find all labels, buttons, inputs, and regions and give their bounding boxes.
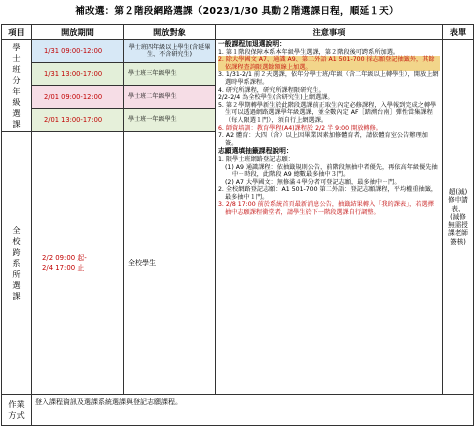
note-1: 1. 第１階段保障本系本年級學生選課，第２階段後可跨系所加選。 bbox=[218, 48, 400, 56]
lottery-note-1a: (1) A9 通識課程：依抽籤規則公告，前階段無抽中者優先，再依高年級優先抽中ㄧ時段，此階段 A9 總數最多抽中３門。 bbox=[225, 163, 438, 179]
cross-target: 全校學生 bbox=[128, 259, 156, 267]
note-4: 2/2-2/4 為全校學生(含研究生)上網選課。 bbox=[218, 94, 334, 102]
header-notes: 注意事項 bbox=[216, 25, 443, 40]
cross-target-cell bbox=[124, 132, 216, 395]
cross-period-end: 2/4 17:00 止 bbox=[42, 264, 85, 272]
general-notes-title: 一般課程加退選說明： bbox=[218, 40, 286, 48]
lottery-notes-title: 志願選填抽籤課程說明： bbox=[218, 147, 293, 156]
note-7: 7. A2 體育：大四（含）以上因畢業因素加修體育者，請依體育室公告辦理加簽。 bbox=[218, 132, 428, 147]
method-cell bbox=[32, 395, 474, 426]
project-cross-label: 全校跨系所選課 bbox=[12, 224, 21, 301]
lottery-note-1b: (2) A7 大學國文：無修滿４學分者可登記志願，最多抽中ㄧ門。 bbox=[225, 178, 401, 186]
cross-period-cell bbox=[32, 132, 124, 395]
note-3a: 3. 1/31-2/1 前２天選課，依年分學士班/年級（含二年級以上轉學生），開放上網選時學系課程。 bbox=[218, 71, 439, 86]
header-project: 項目 bbox=[2, 25, 32, 40]
cross-period-start: 2/2 09:00 起- bbox=[42, 254, 87, 262]
note-3b: 4. 研究所課程，研究所課程限研究生。 bbox=[218, 86, 325, 94]
target-row-1: 學士班四年級以上學生(含延畢生、不含研究生) bbox=[124, 40, 216, 63]
target-row-3: 學士班二年級學生 bbox=[124, 86, 216, 109]
note-2: 2. 除大學國文 A7、通識 A9、第二外語 A1 501-700 採志願登記抽籤外，其餘依課程查詢限選餘額線上加選。 bbox=[218, 56, 440, 71]
project-method-cell bbox=[2, 395, 32, 426]
header-target: 開放對象 bbox=[124, 25, 216, 40]
project-grade-label: 學士班分年級選課 bbox=[12, 41, 21, 129]
period-row-3: 2/01 09:00-12:00 bbox=[32, 86, 124, 109]
note-5: 5. 第２學期轉學新生於此階段選課前正取生內定必修課程，入學報到完成之轉學生可以透過網路選課學年級選課，並全數內定 AF［踏溯台南］彈性當集課程（每人限選１門），須自行上網選課。 bbox=[218, 101, 437, 124]
target-row-4: 學士班一年級學生 bbox=[124, 109, 216, 132]
lottery-note-2: 2. 全校網路登記志願：A1 501-700 第二外語：登記志願課程，平均權重抽籤，最多抽中１門。 bbox=[218, 186, 438, 201]
period-row-2: 1/31 13:00-17:00 bbox=[32, 63, 124, 86]
method-text: 登入課程資訊及選課系統選課與登記志願課程。 bbox=[35, 398, 182, 406]
lottery-note-3: 3. 2/8 17:00 前於系統首頁最新消息公告，抽籤結果轉入「我的課表」，若選擇抽中志願課程衝堂者，請學生於下一階段選課自行調整。 bbox=[218, 201, 434, 217]
notes-cell bbox=[216, 40, 443, 395]
target-row-2: 學士班三年級學生 bbox=[124, 63, 216, 86]
form-remark[interactable]: 超(減)修申請表、(減修無需授課老師簽核) bbox=[448, 187, 468, 246]
project-grade-cell bbox=[2, 40, 32, 132]
period-row-4: 2/01 13:00-17:00 bbox=[32, 109, 124, 132]
period-row-1: 1/31 09:00-12:00 bbox=[32, 40, 124, 63]
header-period: 開放期間 bbox=[32, 25, 124, 40]
lottery-note-1: 1. 限學士班網路登記志願： bbox=[218, 155, 294, 163]
note-6: 6. 師資培訓：教育學程(A4)課程於 2/2 半 9:00 開放轉修。 bbox=[218, 124, 382, 132]
header-form: 表單 bbox=[443, 25, 474, 40]
project-cross-cell bbox=[2, 132, 32, 395]
schedule-table bbox=[1, 24, 474, 426]
page-title: 補改選：第２階段網路選課（2023/1/30 具動２階選課日程，順延１天） bbox=[75, 6, 399, 17]
project-method-label: 作業方式 bbox=[8, 399, 25, 420]
form-cell bbox=[443, 40, 474, 395]
